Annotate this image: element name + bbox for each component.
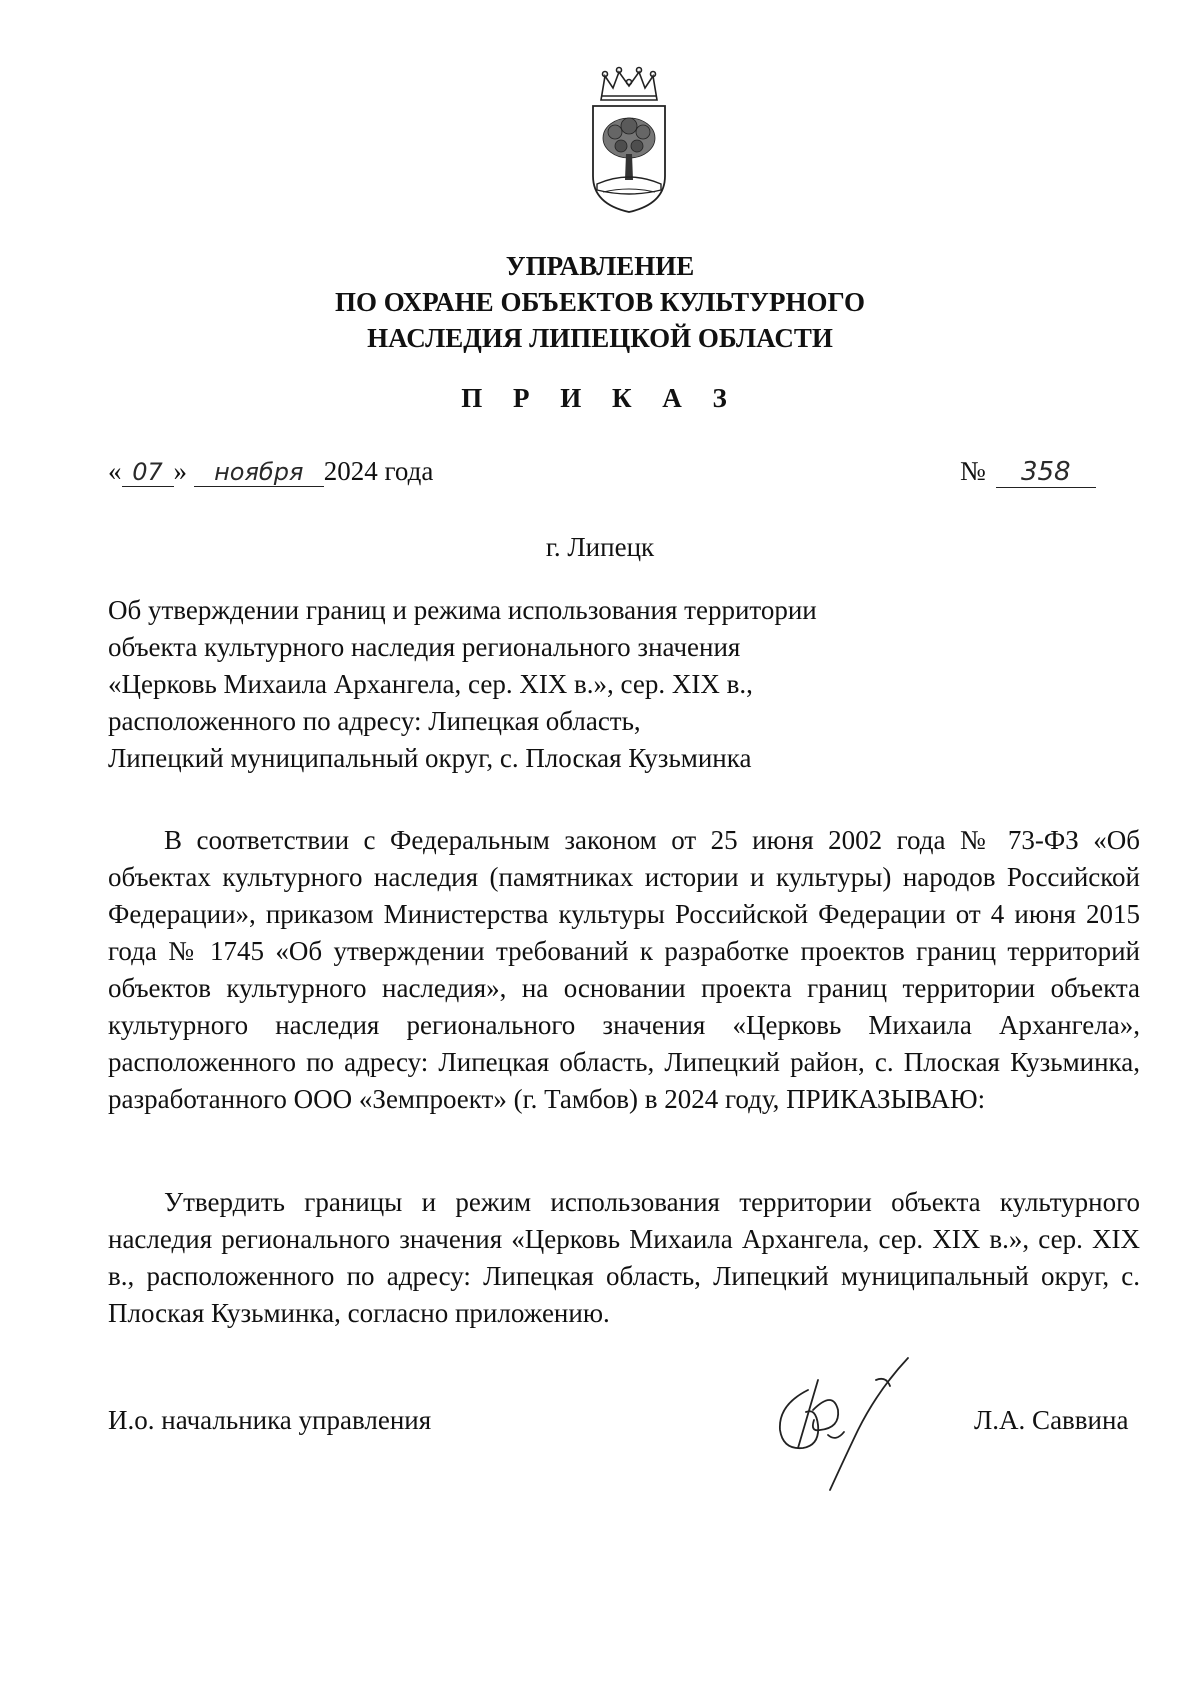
order-number-label: №	[960, 456, 986, 486]
agency-heading-line: ПО ОХРАНЕ ОБЪЕКТОВ КУЛЬТУРНОГО	[335, 287, 865, 317]
body-paragraph-order: Утвердить границы и режим использования территории объекта культурного наследия регионального значения «Церковь Михаила Архангела, сер. XIX в.», сер. XIX в., расположенного по адресу: Липецкая область, Липецкий муниципальный округ, с. Плоская Кузьминка, согласно приложению.	[108, 1187, 1140, 1328]
signatory-role: И.о. начальника управления	[108, 1405, 432, 1435]
date-month-handwritten: ноября	[194, 458, 324, 487]
handwritten-signature-icon	[758, 1350, 928, 1500]
order-date	[108, 456, 433, 487]
date-year: 2024 года	[323, 456, 434, 486]
order-number-handwritten: 358	[996, 457, 1096, 488]
subject-line: объекта культурного наследия регионального значения	[108, 632, 741, 662]
body-paragraph-basis: В соответствии с Федеральным законом от 25 июня 2002 года № 73-ФЗ «Об объектах культурного наследия (памятниках истории и культуры) народов Российской Федерации», приказом Министерства культуры Российской Федерации от 4 июня 2015 года № 1745 «Об утверждении требований к разработке проектов границ территорий объектов культурного наследия», на основании проекта границ территории объекта культурного наследия регионального значения «Церковь Михаила Архангела», расположенного по адресу: Липецкая область, Липецкий район, с. Плоская Кузьминка, разработанного ООО «Земпроект» (г. Тамбов) в 2024 году, ПРИКАЗЫВАЮ:	[108, 825, 1140, 1114]
subject-line: «Церковь Михаила Архангела, сер. XIX в.», сер. XIX в.,	[108, 669, 753, 699]
subject-line: расположенного по адресу: Липецкая область,	[108, 706, 641, 736]
signatory-name: Л.А. Саввина	[974, 1405, 1129, 1435]
date-open-quote: «	[108, 456, 122, 486]
order-subject	[108, 592, 817, 777]
subject-line: Об утверждении границ и режима использования территории	[108, 595, 817, 625]
agency-heading	[0, 248, 1200, 356]
agency-heading-line: УПРАВЛЕНИЕ	[505, 251, 695, 281]
coat-of-arms-icon	[583, 66, 675, 214]
agency-heading-line: НАСЛЕДИЯ ЛИПЕЦКОЙ ОБЛАСТИ	[367, 323, 833, 353]
subject-line: Липецкий муниципальный округ, с. Плоская Кузьминка	[108, 743, 752, 773]
date-day-handwritten: 07	[122, 458, 174, 487]
date-close-quote: »	[173, 456, 187, 486]
city-line: г. Липецк	[545, 532, 655, 562]
document-title: П Р И К А З	[461, 383, 739, 413]
order-number	[960, 456, 1096, 488]
